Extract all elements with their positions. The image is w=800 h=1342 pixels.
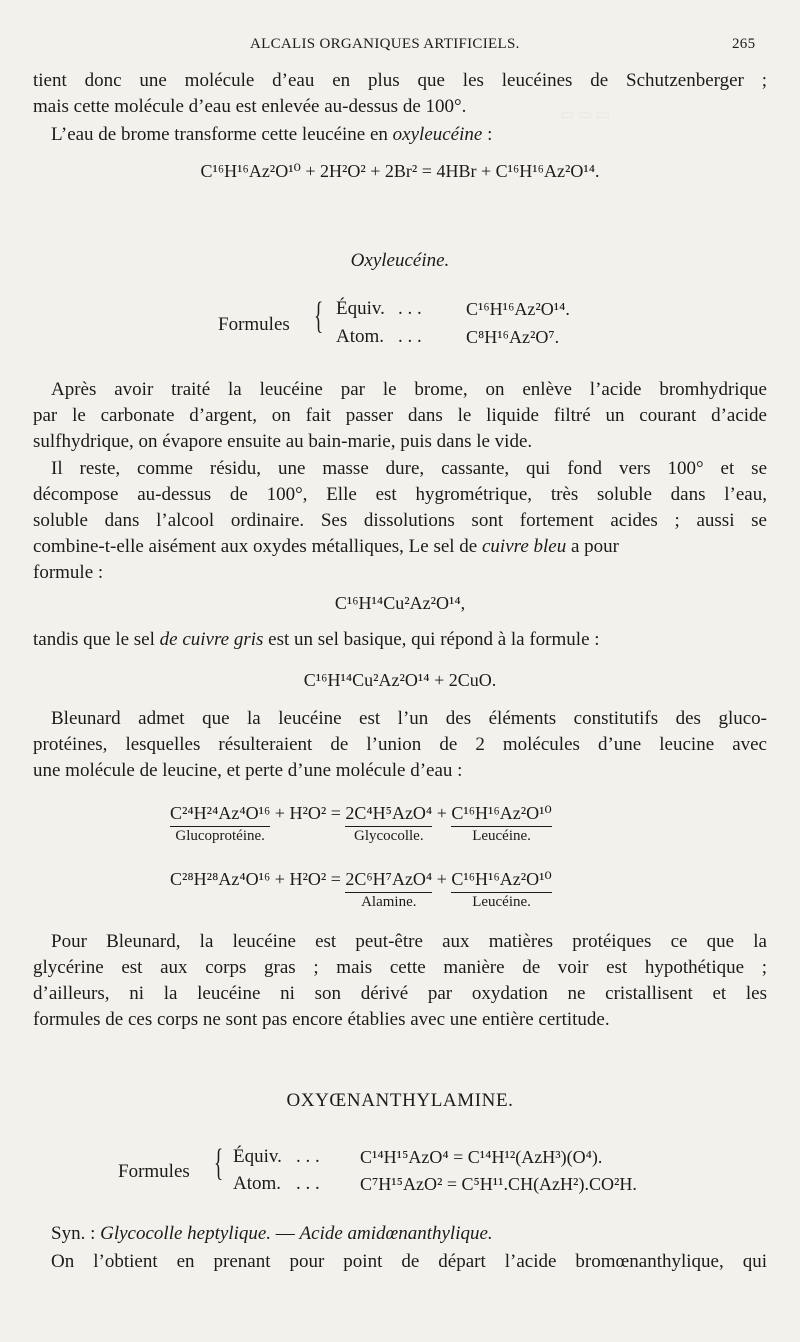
formula: 2C⁴H⁵AzO⁴ (345, 803, 433, 823)
term-cuivre-gris: de cuivre gris (159, 629, 264, 650)
formula-value: C⁸H¹⁶Az²O⁷. (466, 327, 560, 347)
formula-label: Glycocolle. (345, 826, 432, 844)
term-with-label (345, 800, 432, 844)
paragraph-line (33, 534, 619, 560)
paragraph-line: par le carbonate d’argent, on fait passer dans le liquide filtré un courant d’acide (33, 405, 767, 426)
formulas-label: Formules (218, 314, 290, 335)
formula-kind: Équiv. (233, 1146, 282, 1167)
term-with-label (170, 800, 270, 844)
paragraph-line: Après avoir traité la leucéine par le brome, on enlève l’acide bromhydrique (51, 379, 767, 400)
formula: C²⁸H²⁸Az⁴O¹⁶ (170, 869, 271, 889)
brace-icon: { (314, 295, 324, 337)
paragraph-line: d’ailleurs, ni la leucéine ni son dérivé par oxydation ne cristallisent et les (33, 983, 767, 1004)
page-number: 265 (732, 36, 756, 52)
paragraph-line: formule : (33, 562, 104, 583)
paragraph-line (51, 122, 492, 148)
formula-value: C¹⁶H¹⁶Az²O¹⁴. (466, 299, 570, 319)
equation-bromine: C¹⁶H¹⁶Az²O¹⁰ + 2H²O² + 2Br² = 4HBr + C¹⁶H¹⁶Az²O¹⁴. (200, 161, 600, 181)
formula: C¹⁶H¹⁶Az²O¹⁰ (451, 869, 552, 889)
operator: + (436, 803, 447, 823)
text-run: tandis que le sel (33, 629, 160, 650)
paragraph-line: protéines, lesquelles résulteraient de l’union de 2 molécules d’une leucine avec (33, 734, 767, 755)
paragraph-line: soluble dans l’alcool ordinaire. Ses dissolutions sont fortement acides ; aussi se (33, 510, 767, 531)
formula-value: C⁷H¹⁵AzO² = C⁵H¹¹.CH(AzH²).CO²H. (360, 1174, 637, 1194)
formula-label: Glucoprotéine. (170, 826, 270, 844)
paragraph-line: formules de ces corps ne sont pas encore établies avec une entière certitude. (33, 1009, 610, 1030)
term-oxyleuceine: oxyleucéine (392, 124, 483, 145)
formulas-label: Formules (118, 1161, 190, 1182)
formula-value: C¹⁴H¹⁵AzO⁴ = C¹⁴H¹²(AzH³)(O⁴). (360, 1147, 603, 1167)
formula-dots: . . . (296, 1146, 320, 1167)
text-run: est un sel basique, qui répond à la formule : (263, 629, 600, 650)
equation-alamine (170, 866, 552, 913)
formula-kind: Équiv. (336, 298, 385, 319)
paragraph-line: sulfhydrique, on évapore ensuite au bain-marie, puis dans le vide. (33, 431, 533, 452)
formula-dots: . . . (296, 1173, 320, 1194)
separator: — (271, 1223, 300, 1244)
term-cuivre-bleu: cuivre bleu (482, 536, 567, 557)
formula: C²⁴H²⁴Az⁴O¹⁶ (170, 803, 271, 823)
term-with-label (451, 800, 551, 844)
formula-dots: . . . (398, 326, 422, 347)
paragraph-line: mais cette molécule d’eau est enlevée au-dessus de 100°. (33, 96, 467, 117)
synonyms-label: Syn. : (51, 1223, 101, 1244)
text-run: L’eau de brome transforme cette leucéine en (51, 124, 393, 145)
paragraph-line: Pour Bleunard, la leucéine est peut-être aux matières protéiques ce que la (51, 931, 767, 952)
formula: C¹⁶H¹⁶Az²O¹⁰ (451, 803, 552, 823)
synonyms-line (51, 1221, 493, 1247)
formula-kind: Atom. (233, 1173, 282, 1194)
formula-dots: . . . (398, 298, 422, 319)
operator: + (436, 869, 447, 889)
paragraph-line: On l’obtient en prenant pour point de départ l’acide bromœnanthylique, qui (51, 1251, 767, 1272)
formula-kind: Atom. (336, 326, 385, 347)
formula-cuivre-bleu: C¹⁶H¹⁴Cu²Az²O¹⁴, (334, 593, 466, 613)
text-run: : (482, 124, 493, 145)
brace-icon: { (214, 1142, 224, 1184)
paragraph-line: Il reste, comme résidu, une masse dure, cassante, qui fond vers 100° et se (51, 458, 767, 479)
paragraph-line: décompose au-dessus de 100°, Elle est hygrométrique, très soluble dans l’eau, (33, 484, 767, 505)
paragraph-line: tient donc une molécule d’eau en plus que les leucéines de Schutzenberger ; (33, 70, 767, 91)
bleed-through-text (560, 105, 610, 124)
compound-title: Oxyleucéine. (350, 250, 450, 271)
formula: 2C⁶H⁷AzO⁴ (345, 869, 433, 889)
text-run: combine-t-elle aisément aux oxydes métalliques, Le sel de (33, 536, 482, 557)
formula-cuivre-gris: C¹⁶H¹⁴Cu²Az²O¹⁴ + 2CuO. (303, 670, 497, 690)
paragraph-line: glycérine est aux corps gras ; mais cette manière de voir est hypothétique ; (33, 957, 767, 978)
term-with-label (345, 866, 432, 910)
paragraph-line: Bleunard admet que la leucéine est l’un des éléments constitutifs des gluco- (51, 708, 767, 729)
text-run: a pour (566, 536, 619, 557)
term-with-label (451, 866, 551, 910)
paragraph-line: une molécule de leucine, et perte d’une molécule d’eau : (33, 760, 463, 781)
formula-label: Alamine. (345, 892, 432, 910)
operator: + H²O² = (274, 869, 341, 889)
section-title: OXYŒNANTHYLAMINE. (286, 1090, 514, 1111)
operator: + H²O² = (274, 803, 341, 823)
synonym: Glycocolle heptylique. (100, 1223, 272, 1244)
formula-label: Leucéine. (451, 826, 551, 844)
running-title: ALCALIS ORGANIQUES ARTIFICIELS. (250, 36, 520, 52)
formula-label: Leucéine. (451, 892, 551, 910)
synonym: Acide amidœnanthylique. (299, 1223, 493, 1244)
equation-glucoproteine (170, 800, 552, 847)
paragraph-line (33, 627, 600, 653)
